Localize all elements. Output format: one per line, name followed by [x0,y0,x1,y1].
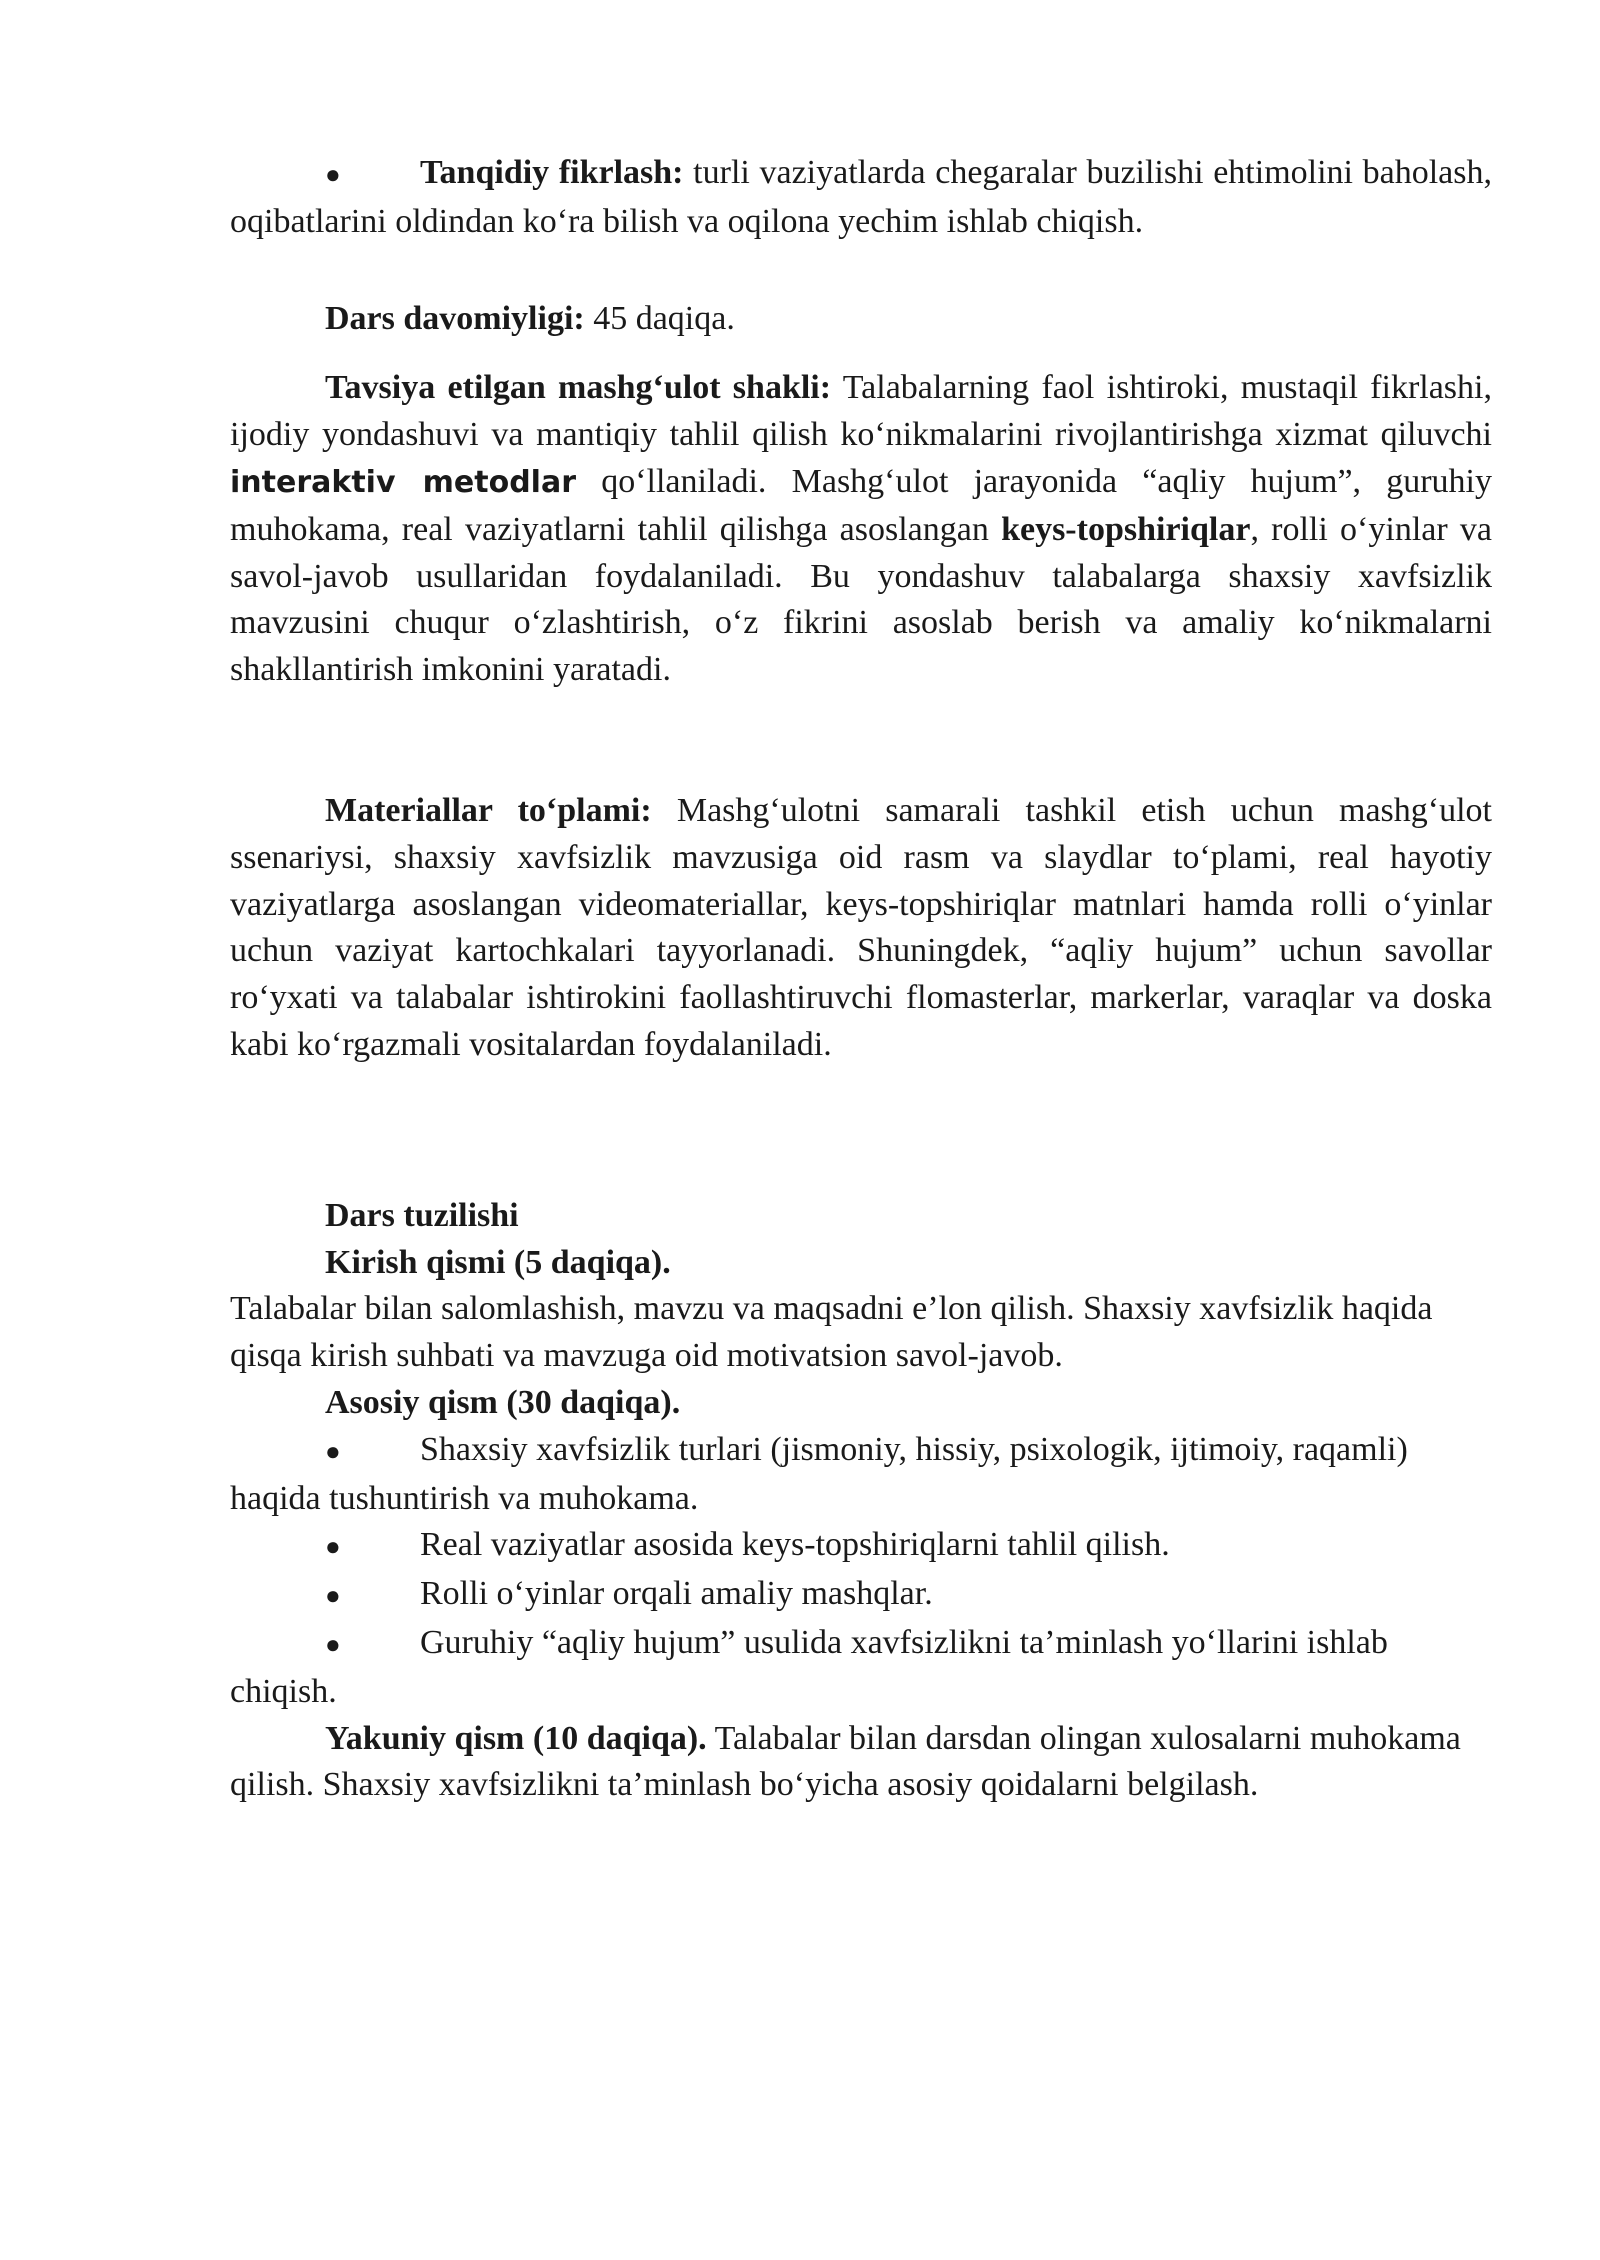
bullet-icon: ● [325,1436,341,1466]
final-text: Talabalar bilan darsdan olingan xulosalarni muhokama qilish. Shaxsiy xavfsizlikni ta’minlash bo‘yicha asosiy qoidalarni belgilash. [230,1719,1461,1804]
materials-text: Mashg‘ulotni samarali tashkil etish uchun mashg‘ulot ssenariysi, shaxsiy xavfsizlik mavzusiga oid rasm va slaydlar to‘plami, real hayotiy vaziyatlarga asoslangan videomateriallar, keys-topshiriqlar matnlari hamda rolli o‘yinlar uchun vaziyat kartochkalari tayyorlanadi. Shuningdek, “aqliy hujum” uchun savollar ro‘yxati va talabalar ishtirokini faollashtiruvchi flomasterlar, markerlar, varaqlar va doska kabi ko‘rgazmali vositalardan foydalaniladi. [230,791,1492,1063]
main-item-text: Rolli o‘yinlar orqali amaliy mashqlar. [420,1575,933,1613]
duration-text: 45 daqiqa. [584,299,735,337]
recommended-form-text-3: , rolli o‘yinlar va savol-javob usullaridan foydalaniladi. Bu yondashuv talabalarga shaxsiy xavfsizlik mavzusini chuqur o‘zlashtirish, o‘z fikrini asoslab berish va amaliy ko‘nikmalarni shakllantirish imkonini yaratadi. [230,510,1492,689]
bullet-icon: ● [325,1581,341,1611]
materials-label: Materiallar to‘plami: [325,791,652,829]
main-heading: Asosiy qism (30 daqiqa). [325,1383,681,1421]
critical-thinking-item [230,150,1492,246]
recommended-form-text-2: qo‘llaniladi. Mashg‘ulot jarayonida “aqliy hujum”, guruhiy muhokama, real vaziyatlarni tahlil qilishga asoslangan [230,462,1492,548]
recommended-form-text-1: Talabalarning faol ishtiroki, mustaqil fikrlashi, ijodiy yondashuvi va mantiqiy tahlil qilish ko‘nikmalarini rivojlantirishga xizmat qiluvchi [230,369,1492,454]
final-heading: Yakuniy qism (10 daqiqa). [325,1719,707,1757]
main-list-item [230,1571,1492,1620]
main-item-text: Guruhiy “aqliy hujum” usulida xavfsizlikni ta’minlash yo‘llarini ishlab chiqish. [230,1623,1388,1710]
duration-paragraph [230,296,1492,343]
final-paragraph [230,1716,1492,1810]
critical-thinking-text: turli vaziyatlarda chegaralar buzilishi ehtimolini baholash, oqibatlarini oldindan ko‘ra bilish va oqilona yechim ishlab chiqish. [230,154,1492,240]
main-item-text: Real vaziyatlar asosida keys-topshiriqlarni tahlil qilish. [420,1526,1170,1564]
bullet-icon: ● [325,1629,341,1659]
bullet-icon: ● [325,1532,341,1562]
intro-text: Talabalar bilan salomlashish, mavzu va maqsadni e’lon qilish. Shaxsiy xavfsizlik haqida qisqa kirish suhbati va mavzuga oid motivatsion savol-javob. [230,1290,1433,1375]
main-list-item [230,1522,1492,1571]
recommended-form-paragraph [230,365,1492,694]
duration-label: Dars davomiyligi: [325,299,585,337]
intro-heading: Kirish qismi (5 daqiqa). [325,1243,671,1281]
keys-tasks-term: keys-topshiriqlar [1001,510,1251,548]
recommended-form-label: Tavsiya etilgan mashg‘ulot shakli: [325,369,832,407]
main-list-item [230,1620,1492,1716]
critical-thinking-label: Tanqidiy fikrlash: [420,154,684,191]
structure-heading: Dars tuzilishi [325,1196,519,1234]
bullet-icon: ● [325,160,341,189]
materials-paragraph [230,788,1492,1069]
interactive-methods-term: interaktiv metodlar [230,464,576,500]
main-list-item [230,1427,1492,1523]
document-page [230,150,1492,1809]
main-item-text: Shaxsiy xavfsizlik turlari (jismoniy, hissiy, psixologik, ijtimoiy, raqamli) haqida tushuntirish va muhokama. [230,1430,1408,1517]
